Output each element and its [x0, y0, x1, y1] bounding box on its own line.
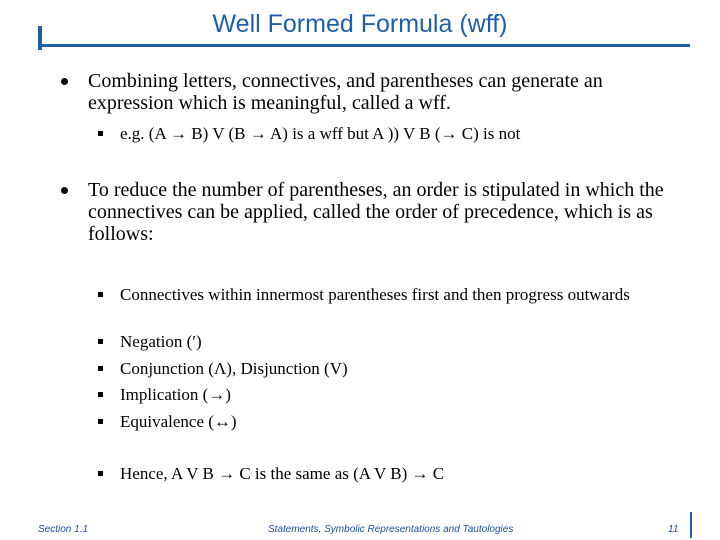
footer-section: Section 1.1	[38, 524, 89, 535]
precedence-item-equivalence: Equivalence (↔)	[120, 412, 237, 431]
precedence-item-negation: Negation (′)	[120, 332, 202, 351]
bullet-dot-icon	[61, 187, 68, 194]
bullet-text-wff-definition: Combining letters, connectives, and parentheses can generate an expression which is meaningful, called a wff.	[88, 70, 603, 114]
hence-statement: Hence, A V B → C is the same as (A V B) → C	[120, 464, 445, 483]
footer-rule-vertical	[690, 512, 692, 538]
title-rule-horizontal	[38, 44, 690, 47]
square-bullet-icon	[98, 339, 103, 344]
square-bullet-icon	[98, 471, 103, 476]
footer-course-title: Statements, Symbolic Representations and Tautologies	[268, 524, 514, 535]
example-text: e.g. (A → B) V (B → A) is a wff but A )) V B (→ C) is not	[120, 124, 521, 143]
bullet-dot-icon	[61, 78, 68, 85]
square-bullet-icon	[98, 131, 103, 136]
square-bullet-icon	[98, 419, 103, 424]
precedence-item-innermost: Connectives within innermost parentheses first and then progress outwards	[120, 285, 630, 304]
bullet-text-precedence-intro: To reduce the number of parentheses, an order is stipulated in which the connectives can be applied, called the order of precedence, which is as follows:	[88, 179, 664, 245]
precedence-item-conjunction-disjunction: Conjunction (Λ), Disjunction (V)	[120, 359, 348, 378]
square-bullet-icon	[98, 366, 103, 371]
slide-title: Well Formed Formula (wff)	[212, 10, 508, 38]
footer-page-number: 11	[668, 524, 679, 535]
square-bullet-icon	[98, 292, 103, 297]
precedence-item-implication: Implication (→)	[120, 385, 231, 404]
square-bullet-icon	[98, 392, 103, 397]
